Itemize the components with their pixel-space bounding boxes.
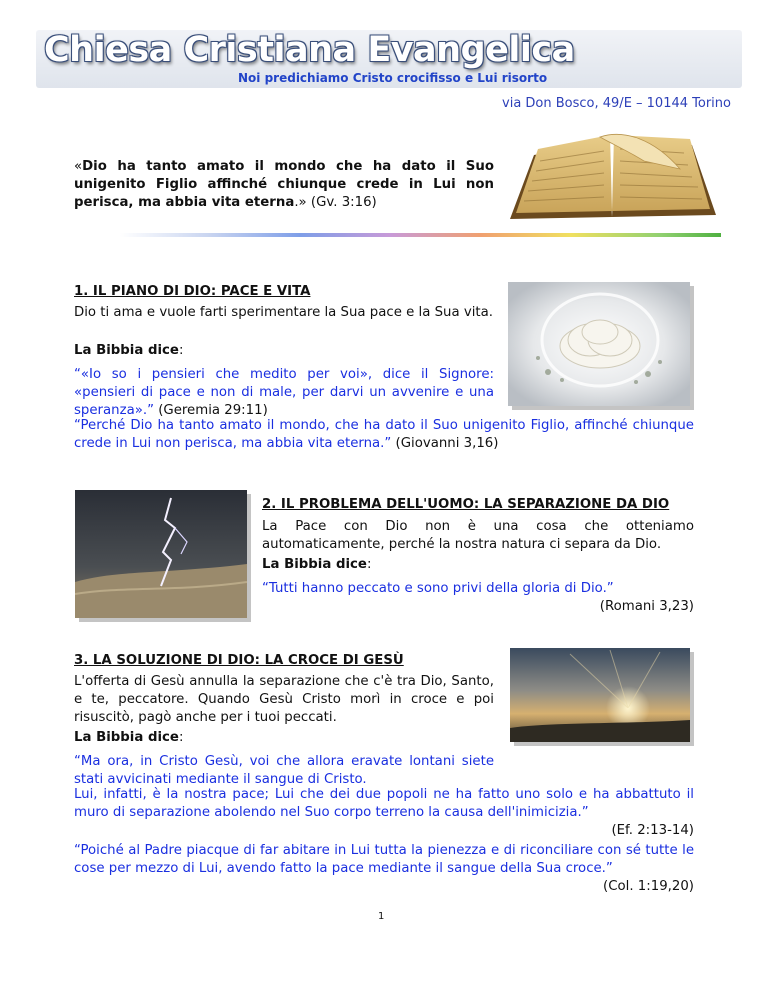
section3-verse2: Lui, infatti, è la nostra pace; Lui che dei due popoli ne ha fatto uno solo e ha abbattuto il muro di separazione abolendo nel Suo corpo terreno la causa dell'inimicizia.” [74, 787, 694, 820]
page-number: 1 [378, 911, 385, 922]
section2-bible-label: La Bibbia dice: [262, 557, 372, 572]
section3-bible-label: La Bibbia dice: [74, 730, 184, 745]
rainbow-divider [120, 233, 721, 237]
lightning-beach-image [75, 490, 247, 618]
section2-heading: 2. IL PROBLEMA DELL'UOMO: LA SEPARAZIONE DA DIO [262, 497, 670, 512]
church-title: Chiesa Cristiana Evangelica [44, 30, 575, 70]
section1-verse2: “Perché Dio ha tanto amato il mondo, che ha dato il Suo unigenito Figlio, affinché chiunque crede in Lui non perisca, ma abbia vita eterna.” (Giovanni 3,16) [74, 418, 694, 451]
section3-verse1: “Ma ora, in Cristo Gesù, voi che allora eravate lontani siete stati avvicinati mediante il sangue di Cristo. [74, 754, 494, 787]
section3-verse3: “Poiché al Padre piacque di far abitare in Lui tutta la pienezza e di riconciliare con sé tutte le cose per mezzo di Lui, avendo fatto la pace mediante il sangue della Sua croce.” [74, 843, 694, 876]
section2-verse: “Tutti hanno peccato e sono privi della gloria di Dio.” [262, 581, 614, 596]
section1-heading: 1. IL PIANO DI DIO: PACE E VITA [74, 284, 311, 299]
section2-body: La Pace con Dio non è una cosa che otteniamo automaticamente, perché la nostra natura ci separa da Dio. [262, 519, 694, 552]
section3-heading: 3. LA SOLUZIONE DI DIO: LA CROCE DI GESÙ [74, 653, 404, 668]
section3-verse2-ref: (Ef. 2:13-14) [611, 823, 694, 838]
intro-quote: «Dio ha tanto amato il mondo che ha dato il Suo unigenito Figlio affinché chiunque crede in Lui non perisca, ma abbia vita eterna.» (Gv. 3:16) [74, 159, 494, 210]
church-motto: Noi predichiamo Cristo crocifisso e Lui risorto [238, 71, 548, 85]
open-bible-image [504, 121, 720, 225]
section1-bible-label: La Bibbia dice: [74, 343, 184, 358]
section3-body: L'offerta di Gesù annulla la separazione che c'è tra Dio, Santo, e te, peccatore. Quando Gesù Cristo morì in croce e poi risuscitò, pagò anche per i tuoi peccati. [74, 674, 494, 725]
white-rose-image [508, 282, 690, 406]
sunset-sky-image [510, 648, 690, 742]
section1-body: Dio ti ama e vuole farti sperimentare la Sua pace e la Sua vita. [74, 305, 493, 320]
section2-verse-ref: (Romani 3,23) [599, 599, 694, 614]
section3-verse3-ref: (Col. 1:19,20) [603, 879, 694, 894]
church-address: via Don Bosco, 49/E – 10144 Torino [502, 96, 731, 111]
section1-verse1: “«Io so i pensieri che medito per voi», dice il Signore: «pensieri di pace e non di male, per darvi un avvenire e una speranza».” (Geremia 29:11) [74, 367, 494, 418]
